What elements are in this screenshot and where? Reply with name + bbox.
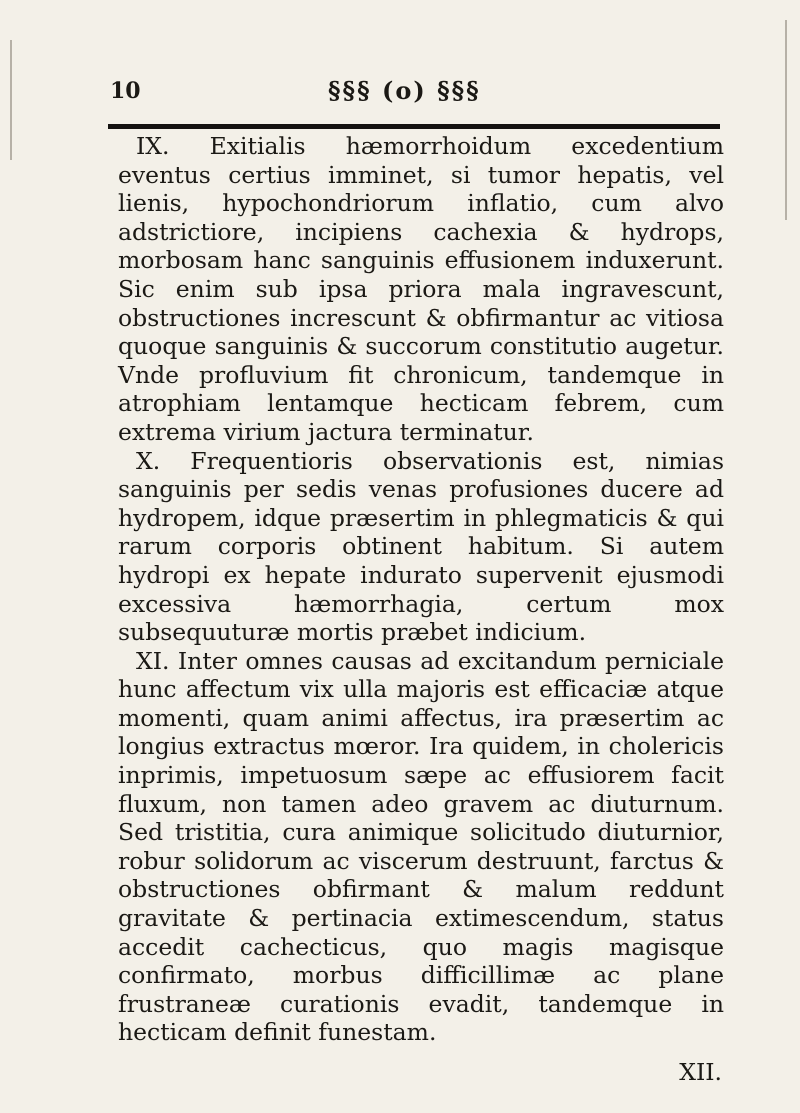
body-text: [118, 132, 724, 1047]
page-number: 10: [110, 78, 141, 104]
catchword: XII.: [679, 1058, 722, 1086]
paragraph-x: X. Frequentioris observationis est, nimias sanguinis per sedis venas profusiones ducere ad hydropem, idque præsertim in phlegmaticis & qui rarum corporis obtinent habitum. Si autem hydropi ex hepate indurato supervenit ejusmodi excessiva hæmorrhagia, certum mox subsequuturæ mortis præbet indicium.: [118, 446, 724, 647]
header-ornament: §§§ (o) §§§: [328, 76, 481, 105]
page-edge-mark: [785, 20, 787, 220]
running-header: [110, 78, 720, 112]
header-rule: [108, 124, 720, 129]
paragraph-ix: IX. Exitialis hæmorrhoidum excedentium eventus certius imminet, si tumor hepatis, vel lienis, hypochondriorum inflatio, cum alvo adstrictiore, incipiens cachexia & hydrops, morbosam hanc sanguinis effusionem induxerunt. Sic enim sub ipsa priora mala ingravescunt, obstructiones increscunt & obfirmantur ac vitiosa quoque sanguinis & succorum constitutio augetur. Vnde profluvium fit chronicum, tandemque in atrophiam lentamque hecticam febrem, cum extrema virium jactura terminatur.: [118, 132, 724, 446]
paragraph-xi: XI. Inter omnes causas ad excitandum perniciale hunc affectum vix ulla majoris est efficaciæ atque momenti, quam animi affectus, ira præsertim ac longius extractus mœror. Ira quidem, in cholericis inprimis, impetuosum sæpe ac effusiorem facit fluxum, non tamen adeo gravem ac diuturnum. Sed tristitia, cura animique solicitudo diuturnior, robur solidorum ac viscerum destruunt, farctus & obstructiones obfirmant & malum reddunt gravitate & pertinacia extimescendum, status accedit cachecticus, quo magis magisque confirmato, morbus difficillimæ ac plane frustraneæ curationis evadit, tandemque in hecticam definit funestam.: [118, 646, 724, 1047]
page-edge-mark: [10, 40, 12, 160]
